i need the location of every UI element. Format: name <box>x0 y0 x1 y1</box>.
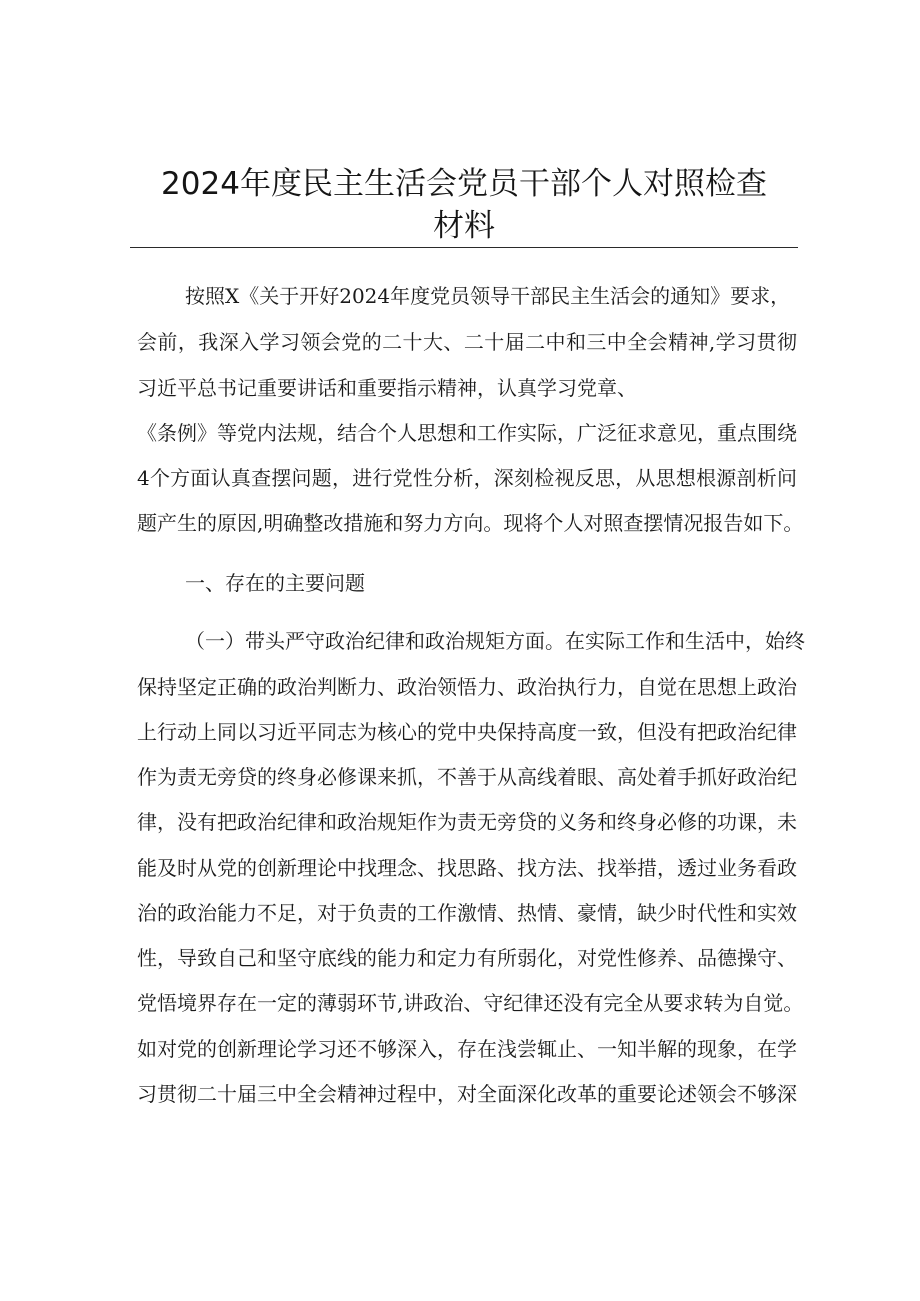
section1-line-7: 治的政治能力不足，对于负责的工作激情、热情、豪情，缺少时代性和实效 <box>137 901 797 925</box>
section1-line-11: 习贯彻二十届三中全会精神过程中，对全面深化改革的重要论述领会不够深 <box>137 1082 797 1106</box>
document-title-line-2: 材料 <box>433 208 495 244</box>
intro-line-3: 习近平总书记重要讲话和重要指示精神，认真学习党章、 <box>137 376 637 400</box>
intro-line-5: 4个方面认真查摆问题，进行党性分析，深刻检视反思，从思想根源剖析问 <box>137 466 797 490</box>
intro-line-1: 按照X《关于开好2024年度党员领导干部民主生活会的通知》要求， <box>185 284 791 308</box>
section1-line-1: （一）带头严守政治纪律和政治规矩方面。在实际工作和生活中，始终 <box>185 629 805 653</box>
section1-line-6: 能及时从党的创新理论中找理念、找思路、找方法、找举措，透过业务看政 <box>137 856 797 880</box>
intro-line-4: 《条例》等党内法规，结合个人思想和工作实际，广泛征求意见，重点围绕 <box>137 421 797 445</box>
section1-line-4: 作为责无旁贷的终身必修课来抓，不善于从高线着眼、高处着手抓好政治纪 <box>137 765 797 789</box>
section1-line-3: 上行动上同以习近平同志为核心的党中央保持高度一致，但没有把政治纪律 <box>137 720 797 744</box>
section1-line-2: 保持坚定正确的政治判断力、政治领悟力、政治执行力，自觉在思想上政治 <box>137 675 797 699</box>
intro-line-6: 题产生的原因,明确整改措施和努力方向。现将个人对照查摆情况报告如下。 <box>137 511 804 535</box>
section1-line-5: 律，没有把政治纪律和政治规矩作为责无旁贷的义务和终身必修的功课，未 <box>137 810 797 834</box>
document-title-line-1: 2024年度民主生活会党员干部个人对照检查 <box>161 166 767 202</box>
section-heading: 一、存在的主要问题 <box>185 571 365 595</box>
intro-line-2: 会前，我深入学习领会党的二十大、二十届二中和三中全会精神,学习贯彻 <box>137 330 797 354</box>
section1-line-8: 性，导致自己和坚守底线的能力和定力有所弱化，对党性修养、品德操守、 <box>137 946 797 970</box>
section1-line-9: 党悟境界存在一定的薄弱环节,讲政治、守纪律还没有完全从要求转为自觉。 <box>137 991 804 1015</box>
section1-line-10: 如对党的创新理论学习还不够深入，存在浅尝辄止、一知半解的现象，在学 <box>137 1037 797 1061</box>
title-divider <box>130 247 798 248</box>
